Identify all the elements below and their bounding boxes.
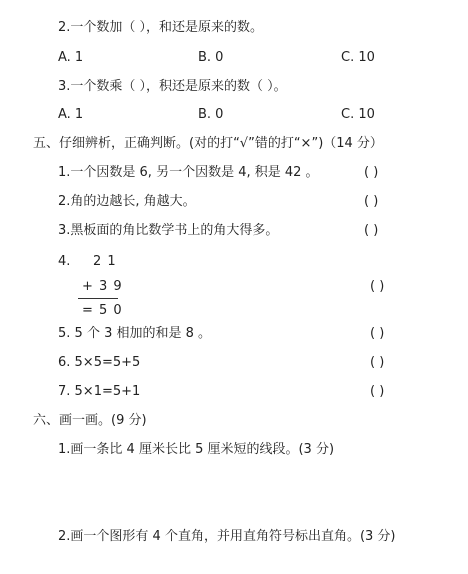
answer-blank[interactable]: ( )	[370, 355, 385, 370]
calc-rule-line	[78, 298, 118, 299]
question-3-text: 3.一个数乘（ ），积还是原来的数（ ）。	[58, 79, 287, 94]
option-c: C. 10	[341, 50, 375, 65]
judge-item-6: 6. 5×5=5+5	[58, 355, 141, 370]
calc-addend-2: + 3 9	[82, 279, 123, 294]
answer-blank[interactable]: ( )	[364, 194, 379, 209]
section-6-title: 六、画一画。(9 分)	[33, 413, 147, 428]
option-a: A. 1	[58, 107, 84, 122]
draw-item-1: 1.画一条比 4 厘米长比 5 厘米短的线段。(3 分)	[58, 442, 335, 457]
answer-blank[interactable]: ( )	[370, 326, 385, 341]
judge-item-4-number: 4.	[58, 254, 71, 269]
answer-blank[interactable]: ( )	[370, 384, 385, 399]
calc-result: = 5 0	[82, 303, 123, 318]
option-b: B. 0	[198, 107, 224, 122]
judge-item-2: 2.角的边越长, 角越大。	[58, 194, 196, 209]
option-c: C. 10	[341, 107, 375, 122]
answer-blank[interactable]: ( )	[364, 165, 379, 180]
judge-item-7: 7. 5×1=5+1	[58, 384, 141, 399]
judge-item-1: 1.一个因数是 6, 另一个因数是 4, 积是 42 。	[58, 165, 319, 180]
answer-blank[interactable]: ( )	[370, 279, 385, 294]
option-b: B. 0	[198, 50, 224, 65]
option-a: A. 1	[58, 50, 84, 65]
judge-item-5: 5. 5 个 3 相加的和是 8 。	[58, 326, 212, 341]
draw-item-2: 2.画一个图形有 4 个直角，并用直角符号标出直角。(3 分)	[58, 529, 396, 544]
section-5-title: 五、仔细辨析，正确判断。(对的打“√”错的打“×”)（14 分）	[33, 136, 383, 151]
answer-blank[interactable]: ( )	[364, 223, 379, 238]
question-2-text: 2.一个数加（ ），和还是原来的数。	[58, 20, 264, 35]
calc-addend-1: 2 1	[93, 254, 117, 269]
judge-item-3: 3.黑板面的角比数学书上的角大得多。	[58, 223, 279, 238]
